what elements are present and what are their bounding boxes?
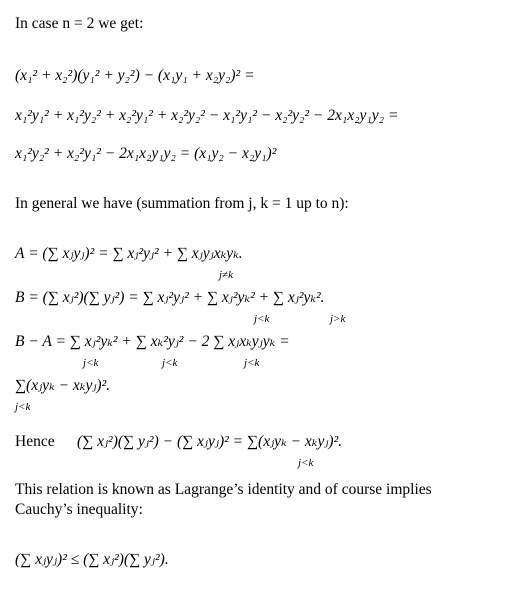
equation-B-minus-A-sub-3: j<k [244,357,260,369]
equation-B-minus-A-sub-2: j<k [162,357,178,369]
cauchy-inequality: (∑ xⱼyⱼ)² ≤ (∑ xⱼ²)(∑ yⱼ²). [15,551,169,568]
paragraph-line-2: Cauchy’s inequality: [15,501,143,518]
equation-B: B = (∑ xⱼ²)(∑ yⱼ²) = ∑ xⱼ²yⱼ² + ∑ xⱼ²yₖ² + ∑ xⱼ²yₖ². [15,289,325,306]
general-intro: In general we have (summation from j, k = 1 up to n): [15,195,349,212]
hence-equation: (∑ xⱼ²)(∑ yⱼ²) − (∑ xⱼyⱼ)² = ∑(xⱼyₖ − xₖyⱼ)². [77,433,343,450]
equation-B-sub-2: j>k [330,313,346,325]
equation-line-3: x₁²y₂² + x₂²y₁² − 2x₁x₂y₁y₂ = (x₁y₂ − x₂y₁)² [15,145,277,162]
hence-equation-sub: j<k [298,457,314,469]
equation-line-1: (x₁² + x₂²)(y₁² + y₂²) − (x₁y₁ + x₂y₂)² = [15,67,255,84]
hence-label: Hence [15,433,55,450]
equation-B-sub-1: j<k [254,313,270,325]
equation-B-minus-A: B − A = ∑ xⱼ²yₖ² + ∑ xₖ²yⱼ² − 2 ∑ xⱼxₖyⱼyₖ = [15,333,290,350]
equation-line-2: x₁²y₁² + x₁²y₂² + x₂²y₁² + x₂²y₂² − x₁²y₁² − x₂²y₂² − 2x₁x₂y₁y₂ = [15,107,399,124]
paragraph-line-1: This relation is known as Lagrange’s identity and of course implies [15,481,432,498]
equation-A-sub: j≠k [219,269,233,281]
equation-continued: ∑(xⱼyₖ − xₖyⱼ)². [15,377,111,394]
equation-continued-sub: j<k [15,401,31,413]
equation-B-minus-A-sub-1: j<k [83,357,99,369]
equation-A: A = (∑ xⱼyⱼ)² = ∑ xⱼ²yⱼ² + ∑ xⱼyⱼxₖyₖ. [15,245,243,262]
intro-line: In case n = 2 we get: [15,15,144,32]
